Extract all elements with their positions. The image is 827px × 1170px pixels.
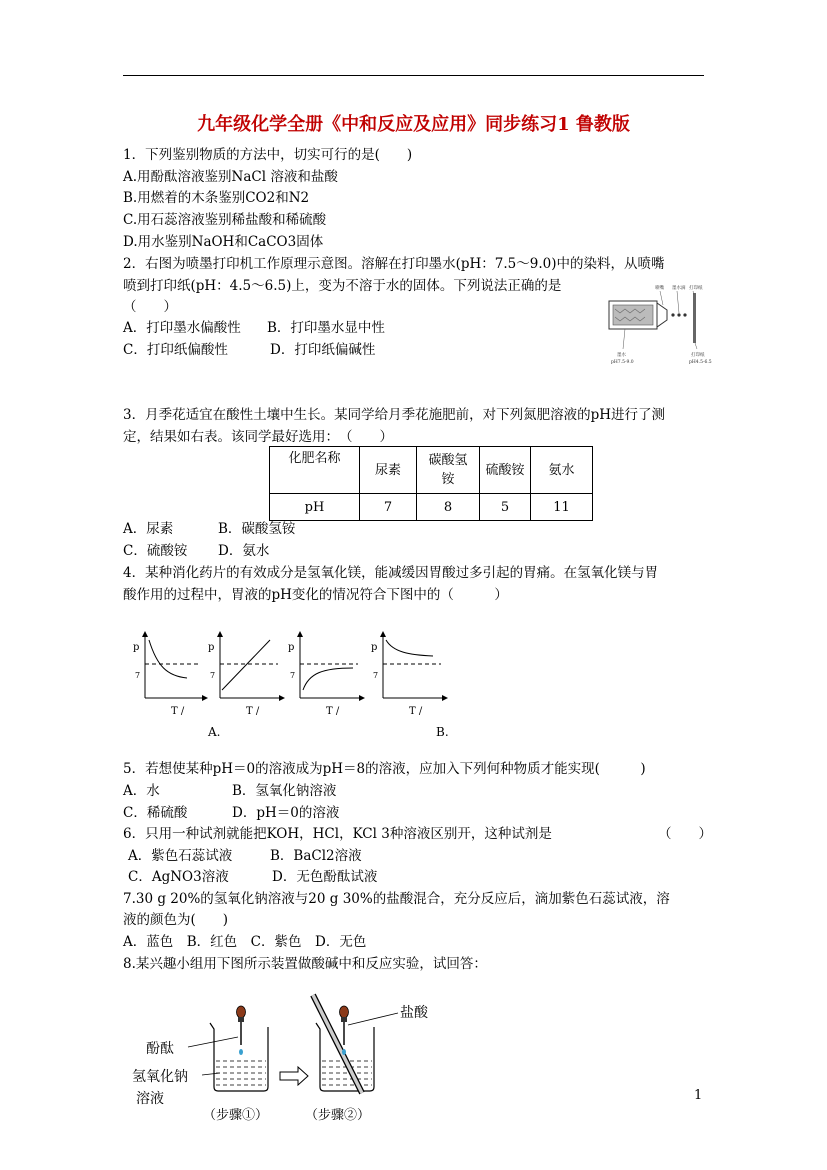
graph-1-7-label: 7 [135,671,141,680]
graph-3-y-label: p [288,642,295,653]
graph-4-x-label: T / [409,706,423,717]
q4-stem-line1: 4．某种消化药片的有效成分是氢氧化镁，能减缓因胃酸过多引起的胃痛。在氢氧化镁与胃 [123,565,659,581]
q5-option-b: B．氢氧化钠溶液 [232,783,337,799]
q5-option-c: C．稀硫酸 [123,805,188,821]
q3-stem-line2: 定，结果如右表。该同学最好选用： （ ） [123,429,393,445]
label-step1: （步骤①） [203,1108,269,1123]
table-header-ammonia: 氨水 [531,447,593,494]
q2-stem-line3: （ ） [123,299,177,315]
header-rule [123,75,704,76]
graph-1-x-label: T / [171,706,185,717]
graph-label-b: B. [436,725,449,739]
graph-1-y-label: p [133,642,140,653]
graph-4-y-label: p [371,642,378,653]
process-arrow [280,1067,308,1085]
graph-2-x-label: T / [246,706,260,717]
q2-stem-line2: 喷到打印纸(pH：4.5～6.5)上，变为不溶于水的固体。下列说法正确的是 [123,278,562,294]
label-step2: （步骤②） [305,1108,371,1123]
fig-label-ink-ph: pH7.5-9.0 [611,360,634,365]
fig-label-nozzle: 喷嘴 [655,286,664,291]
table-cell: 8 [417,494,480,521]
q1-option-a: A.用酚酞溶液鉴别NaCl 溶液和盐酸 [123,169,338,185]
q5-stem: 5．若想使某种pH＝0的溶液成为pH＝8的溶液，应加入下列何种物质才能实现( ) [123,761,646,777]
label-naoh-line2: 溶液 [136,1091,164,1107]
table-header-nh4hco3: 碳酸氢铵 [417,447,480,494]
table-header-name: 化肥名称 [270,447,360,494]
q5-option-d: D．pH＝0的溶液 [232,805,340,821]
q6-option-b: B．BaCl2溶液 [270,848,362,864]
graph-1 [133,634,205,717]
beaker-step2 [313,995,398,1093]
fig-label-ink: 墨水 [617,353,626,358]
graph-4 [371,634,445,717]
graph-2-y-label: p [208,642,215,653]
table-cell: 5 [480,494,531,521]
table-header-nh4so4: 硫酸铵 [480,447,531,494]
q6-option-a: A．紫色石蕊试液 [128,848,233,864]
q3-option-c: C．硫酸铵 [123,543,188,559]
graph-3 [288,634,362,717]
label-phenolphthalein: 酚酞 [146,1041,174,1057]
graph-2 [208,634,282,717]
q3-option-b: B．碳酸氢铵 [218,521,296,537]
table-row [270,447,593,494]
table-row-label: pH [270,494,360,521]
q2-stem-line1: 2．右图为喷墨打印机工作原理示意图。溶解在打印墨水(pH：7.5～9.0)中的染料，从喷嘴 [123,256,665,272]
q2-option-b: B．打印墨水显中性 [267,320,385,336]
q7-stem-line1: 7.30 g 20%的氢氧化钠溶液与20 g 30%的盐酸混合，充分反应后，滴加紫色石蕊试液，溶 [123,891,670,907]
q3-option-a: A．尿素 [123,521,174,537]
beaker-step1 [188,1006,268,1091]
q2-option-c: C．打印纸偏酸性 [123,342,228,358]
label-hydrochloric-acid: 盐酸 [400,1005,428,1021]
q8-stem: 8.某兴趣小组用下图所示装置做酸碱中和反应实验，试回答： [123,956,487,972]
graph-3-7-label: 7 [290,671,296,680]
fig-label-paper-ph: pH4.5-6.5 [689,360,712,365]
inkjet-printer-figure [605,283,715,368]
fertilizer-ph-table [269,446,593,521]
q1-option-d: D.用水鉴别NaOH和CaCO3固体 [123,234,324,250]
q7-options: A．蓝色 B．红色 C．紫色 D．无色 [123,934,367,950]
q6-stem: 6．只用一种试剂就能把KOH，HCl，KCl 3种溶液区别开，这种试剂是 [123,826,552,842]
neutralization-apparatus [130,985,450,1125]
graph-label-a: A. [208,725,221,739]
q2-option-a: A．打印墨水偏酸性 [123,320,241,336]
q6-option-c: C．AgNO3溶液 [128,869,229,885]
fig-label-paper2: 打印纸 [691,353,705,358]
page-title: 九年级化学全册《中和反应及应用》同步练习1 鲁教版 [197,114,630,135]
q6-option-d: D．无色酚酞试液 [272,869,378,885]
fig-label-paper: 打印纸 [689,286,703,291]
graph-4-7-label: 7 [373,671,379,680]
q3-stem-line1: 3．月季花适宜在酸性土壤中生长。某同学给月季花施肥前，对下列氮肥溶液的pH进行了测 [123,407,666,423]
q1-stem: 1．下列鉴别物质的方法中，切实可行的是( ) [123,147,413,163]
fig-label-ink-drop: 墨水滴 [672,286,686,291]
ph-graphs [125,628,455,748]
graph-2-7-label: 7 [210,671,216,680]
q7-stem-line2: 液的颜色为( ) [123,912,229,928]
q1-option-b: B.用燃着的木条鉴别CO2和N2 [123,190,310,206]
table-header-urea: 尿素 [360,447,417,494]
q6-answer-paren: （ ） [658,826,712,842]
table-cell: 11 [531,494,593,521]
graph-3-x-label: T / [326,706,340,717]
q2-option-d: D．打印纸偏碱性 [270,342,376,358]
q1-option-c: C.用石蕊溶液鉴别稀盐酸和稀硫酸 [123,212,327,228]
table-row [270,494,593,521]
q3-option-d: D．氨水 [218,543,270,559]
page-number: 1 [694,1088,703,1103]
table-cell: 7 [360,494,417,521]
label-naoh-line1: 氢氧化钠 [132,1069,188,1085]
q5-option-a: A．水 [123,783,160,799]
q4-stem-line2: 酸作用的过程中，胃液的pH变化的情况符合下图中的（ ） [123,587,508,603]
